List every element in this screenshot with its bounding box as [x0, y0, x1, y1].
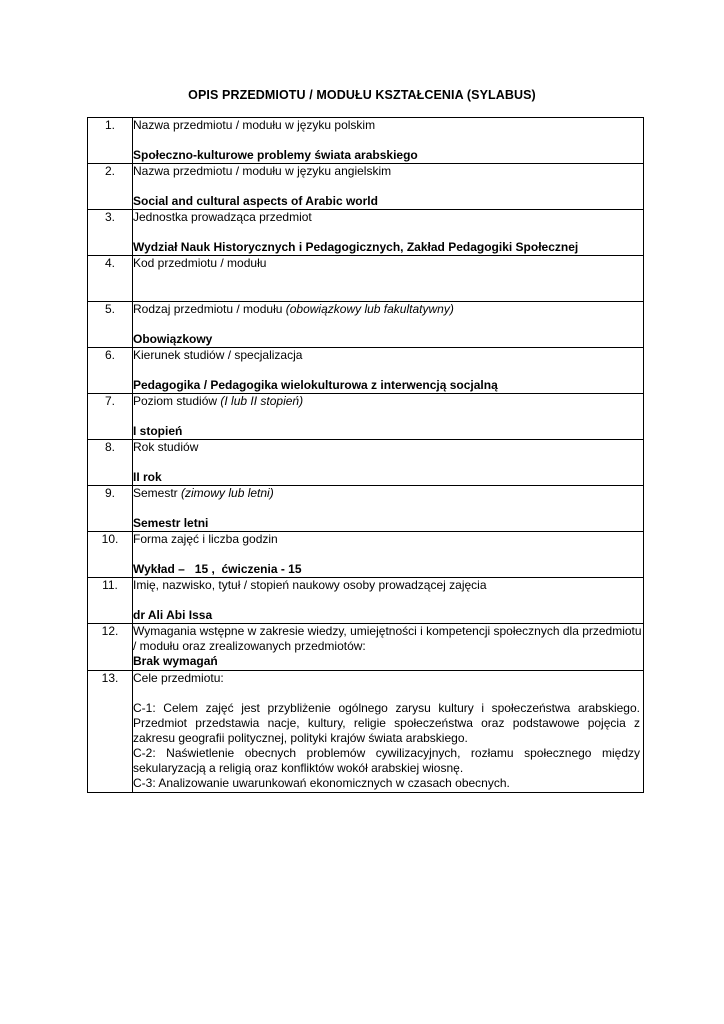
row-content	[133, 486, 644, 532]
row-label: Wymagania wstępne w zakresie wiedzy, umiejętności i kompetencji społecznych dla przedmiotu / modułu oraz zrealizowanych przedmiotów:	[133, 624, 642, 653]
row-label: Forma zajęć i liczba godzin	[133, 532, 278, 546]
row-label-hint: (obowiązkowy lub fakultatywny)	[285, 302, 454, 316]
row-label-text: Poziom studiów	[133, 394, 221, 408]
row-number: 9.	[88, 486, 133, 532]
row-number: 5.	[88, 302, 133, 348]
row-value: Społeczno-kulturowe problemy świata arabskiego	[133, 148, 418, 162]
row-content	[133, 118, 644, 164]
table-row	[88, 302, 644, 348]
row-label-hint: (I lub II stopień)	[220, 394, 304, 408]
row-content	[133, 532, 644, 578]
syllabus-table	[87, 117, 644, 793]
row-label: Jednostka prowadząca przedmiot	[133, 210, 312, 224]
row-value: Wydział Nauk Historycznych i Pedagogicznych, Zakład Pedagogiki Społecznej	[133, 240, 579, 254]
table-row	[88, 394, 644, 440]
row-value: Obowiązkowy	[133, 332, 213, 346]
row-value: Pedagogika / Pedagogika wielokulturowa z interwencją socjalną	[133, 378, 498, 392]
row-value: Wykład – 15 , ćwiczenia - 15	[133, 562, 302, 576]
table-row	[88, 256, 644, 302]
goal-item: C-2: Naświetlenie obecnych problemów cywilizacyjnych, rozłamu społecznego między sekularyzacją a religią oraz konfliktów wokół arabskiej wiosnę.	[133, 746, 640, 775]
row-label: Rok studiów	[133, 440, 199, 454]
row-value: dr Ali Abi Issa	[133, 608, 213, 622]
row-content	[133, 578, 644, 624]
row-number: 7.	[88, 394, 133, 440]
row-label: Kod przedmiotu / modułu	[133, 256, 267, 270]
row-label: Kierunek studiów / specjalizacja	[133, 348, 303, 362]
table-row	[88, 671, 644, 793]
table-row	[88, 624, 644, 671]
row-number: 10.	[88, 532, 133, 578]
row-content	[133, 164, 644, 210]
row-number: 13.	[88, 671, 133, 793]
row-label-hint: (zimowy lub letni)	[181, 486, 274, 500]
row-label	[133, 486, 643, 501]
table-row	[88, 164, 644, 210]
row-number: 2.	[88, 164, 133, 210]
row-content	[133, 671, 644, 793]
row-label-text: Rodzaj przedmiotu / modułu	[133, 302, 286, 316]
row-value: Brak wymagań	[133, 654, 218, 668]
row-label	[133, 394, 643, 409]
row-value: Semestr letni	[133, 516, 209, 530]
table-row	[88, 118, 644, 164]
row-content	[133, 348, 644, 394]
row-label: Nazwa przedmiotu / modułu w języku angielskim	[133, 164, 392, 178]
row-number: 3.	[88, 210, 133, 256]
row-content	[133, 210, 644, 256]
row-content	[133, 394, 644, 440]
row-label	[133, 302, 643, 317]
table-row	[88, 486, 644, 532]
row-content	[133, 256, 644, 302]
row-number: 11.	[88, 578, 133, 624]
document-title: OPIS PRZEDMIOTU / MODUŁU KSZTAŁCENIA (SYLABUS)	[188, 88, 536, 102]
row-label-text: Semestr	[133, 486, 182, 500]
row-number: 12.	[88, 624, 133, 671]
table-row	[88, 532, 644, 578]
row-content	[133, 624, 644, 671]
row-label: Nazwa przedmiotu / modułu w języku polskim	[133, 118, 376, 132]
row-value: Social and cultural aspects of Arabic world	[133, 194, 378, 208]
row-number: 4.	[88, 256, 133, 302]
goal-item: C-3: Analizowanie uwarunkowań ekonomicznych w czasach obecnych.	[133, 776, 510, 790]
row-number: 8.	[88, 440, 133, 486]
table-row	[88, 210, 644, 256]
row-content	[133, 440, 644, 486]
goal-item: C-1: Celem zajęć jest przybliżenie ogólnego zarysu kultury i społeczeństwa arabskiego. Przedmiot przedstawia nacje, kultury, religie społeczeństwa oraz podstawowe pojęcia z zakresu geografii politycznej, polityki krajów świata arabskiego.	[133, 701, 640, 745]
row-value: II rok	[133, 470, 162, 484]
row-number: 6.	[88, 348, 133, 394]
row-label: Cele przedmiotu:	[133, 671, 224, 685]
table-row	[88, 348, 644, 394]
row-value: I stopień	[133, 424, 183, 438]
row-label: Imię, nazwisko, tytuł / stopień naukowy osoby prowadzącej zajęcia	[133, 578, 487, 592]
table-row	[88, 440, 644, 486]
table-row	[88, 578, 644, 624]
row-number: 1.	[88, 118, 133, 164]
row-content	[133, 302, 644, 348]
